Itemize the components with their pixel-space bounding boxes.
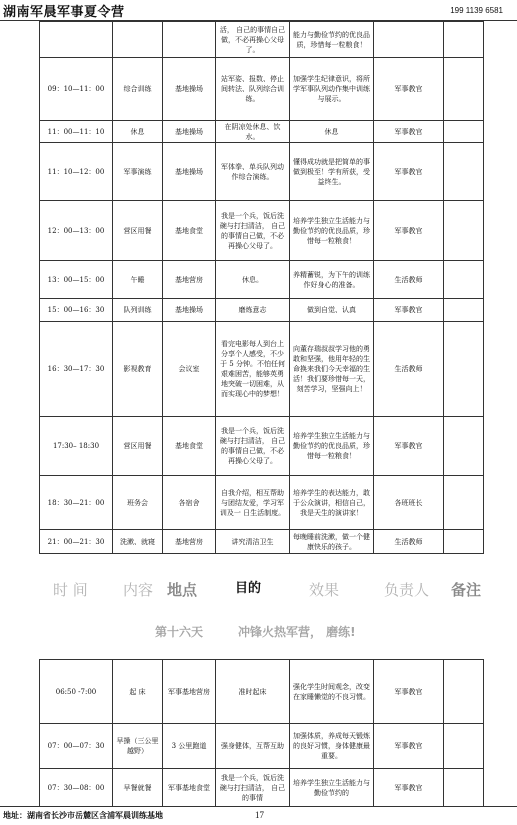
cell-time: 21：00—21：30 [40,530,113,554]
column-header-person: 负责人 [384,581,430,599]
cell-effect: 加强学生纪律意识，将所学军事队列动作集中训练与展示。 [290,58,374,121]
contact-phone: 199 1139 6581 [450,6,503,15]
cell-effect: 休息 [290,121,374,143]
cell-person: 军事教官 [374,201,444,261]
cell-item: 队列训练 [113,299,163,322]
cell-item: 休息 [113,121,163,143]
cell-effect: 强化学生时间观念，改变在家睡懒觉的不良习惯。 [290,660,374,724]
table-row [40,660,484,724]
cell-time: 18：30—21：00 [40,476,113,530]
cell-effect: 培养学生独立生活能力与勤俭节约的优良品质，珍惜每一粒粮食！ [290,201,374,261]
cell-activity: 休息。 [216,261,290,299]
footer-divider [0,806,517,807]
cell-item: 营区用餐 [113,417,163,476]
cell-activity: 站军姿、报数、停止间转法、队列综合训练。 [216,58,290,121]
cell-person: 各班班长 [374,476,444,530]
cell-activity: 活， 自己的事情自己做，不必再操心父母了。 [216,22,290,58]
cell-place: 军事基地营房 [163,660,216,724]
cell-place: 基地营房 [163,530,216,554]
cell-activity: 讲究清洁卫生 [216,530,290,554]
cell-place: 基地食堂 [163,201,216,261]
cell-place: 基地操场 [163,121,216,143]
cell-person: 军事教官 [374,58,444,121]
table-row [40,476,484,530]
table-row [40,530,484,554]
column-header-goal: 目的 [235,581,262,596]
table-row [40,143,484,201]
cell-item: 军事演练 [113,143,163,201]
cell-activity: 我是一个兵，饭后洗碗与打扫清洁， 自己的事情自己做，不必再操心父母了。 [216,417,290,476]
cell-note [444,724,484,769]
cell-item: 早操（三公里越野） [113,724,163,769]
cell-item: 营区用餐 [113,201,163,261]
cell-effect: 养精蓄锐，为下午的训练作好身心的准备。 [290,261,374,299]
table-row [40,58,484,121]
cell-item: 洗漱、就寝 [113,530,163,554]
cell-note [444,201,484,261]
cell-effect: 懂得成功就是把简单的事做到极至！学有所获，受益终生。 [290,143,374,201]
cell-note [444,58,484,121]
cell-time: 16：30—17：30 [40,322,113,417]
table-row [40,724,484,769]
cell-time [40,22,113,58]
column-header-effect: 效果 [309,581,340,599]
cell-item: 早餐就餐 [113,769,163,807]
cell-person: 军事教官 [374,299,444,322]
cell-activity: 我是一个兵，饭后洗碗与打扫清洁， 自己的事情自己做，不必再操心父母了。 [216,201,290,261]
cell-time: 11：10—12：00 [40,143,113,201]
cell-note [444,22,484,58]
cell-note [444,530,484,554]
cell-person: 生活教师 [374,530,444,554]
cell-time: 11：00—11：10 [40,121,113,143]
cell-effect: 培养学生独立生活能力与勤俭节约的优良品质，珍惜每一粒粮食！ [290,417,374,476]
cell-activity: 看完电影每人到台上分享个人感受，不少于 5 分钟。不怕任何艰难困苦，能够英勇地突破一切困难，从而实现心中的梦想！ [216,322,290,417]
cell-note [444,769,484,807]
cell-activity: 自我介绍，相互帮助与团结友爱，学习军训及一 日生活制度。 [216,476,290,530]
cell-person: 生活教师 [374,322,444,417]
cell-activity: 准时起床 [216,660,290,724]
column-headers [39,574,517,602]
cell-person: 军事教官 [374,417,444,476]
cell-note [444,261,484,299]
cell-effect: 培养学生的表达能力，敢于公众演讲，相信自己，我是天生的演讲家！ [290,476,374,530]
cell-activity: 磨炼意志 [216,299,290,322]
schedule-table-day15 [39,21,484,554]
cell-place: 基地营房 [163,261,216,299]
cell-person: 生活教师 [374,261,444,299]
column-header-time: 时 间 [53,581,88,599]
day-number: 第十六天 [155,625,204,639]
page-footer [0,806,517,825]
cell-effect: 能力与勤俭节约的优良品质，珍惜每一粒粮食！ [290,22,374,58]
cell-note [444,121,484,143]
cell-time: 12：00—13：00 [40,201,113,261]
cell-effect: 向董存瑞叔叔学习他的勇敢和坚强，他用年轻的生命换来我们今天幸福的生活！我们要珍惜每一天，刻苦学习，坚强向上！ [290,322,374,417]
cell-place: 各宿舍 [163,476,216,530]
cell-note [444,660,484,724]
cell-activity: 强身健体，互帮互助 [216,724,290,769]
cell-effect: 做到自觉、认真 [290,299,374,322]
page-header [0,0,517,22]
cell-item: 综合训练 [113,58,163,121]
cell-activity: 在阴凉处休息、饮水。 [216,121,290,143]
table-row [40,417,484,476]
table-row [40,201,484,261]
cell-item: 起 床 [113,660,163,724]
column-header-item: 内容 [123,581,154,599]
schedule-table-day16 [39,659,484,807]
cell-place: 军事基地食堂 [163,769,216,807]
cell-effect: 加强体质，养成每天锻炼的良好习惯，身体健康最重要。 [290,724,374,769]
cell-person: 军事教官 [374,143,444,201]
day-theme: 冲锋火热军营， 磨练! [238,625,356,639]
cell-activity: 我是一个兵，饭后洗碗与打扫清洁， 自己的事情 [216,769,290,807]
cell-time: 07：00—07：30 [40,724,113,769]
cell-time: 17:30– 18:30 [40,417,113,476]
cell-person [374,22,444,58]
cell-note [444,143,484,201]
page-number: 17 [255,810,264,820]
cell-place: 基地操场 [163,58,216,121]
table-row [40,261,484,299]
cell-place: 基地操场 [163,299,216,322]
footer-address: 地址：湖南省长沙市岳麓区含浦军晨训练基地 [3,811,163,820]
cell-note [444,322,484,417]
cell-note [444,476,484,530]
cell-time: 06:50 -7:00 [40,660,113,724]
cell-person: 军事教官 [374,660,444,724]
table-row [40,121,484,143]
table-row [40,22,484,58]
cell-time: 07：30—08：00 [40,769,113,807]
table-row [40,322,484,417]
brand-title: 湖南军晨军事夏令营 [3,5,125,20]
cell-time: 09：10—11：00 [40,58,113,121]
cell-place [163,22,216,58]
cell-item: 午睡 [113,261,163,299]
table-row [40,299,484,322]
cell-place: 基地操场 [163,143,216,201]
cell-place: 基地食堂 [163,417,216,476]
cell-note [444,417,484,476]
column-header-place: 地点 [167,581,198,599]
cell-person: 军事教官 [374,769,444,807]
cell-item [113,22,163,58]
cell-person: 军事教官 [374,121,444,143]
day-title [0,621,517,641]
cell-time: 13：00—15：00 [40,261,113,299]
column-header-note: 备注 [451,581,482,599]
cell-place: 会议室 [163,322,216,417]
cell-place: 3 公里跑道 [163,724,216,769]
cell-item: 影视教育 [113,322,163,417]
cell-effect: 每晚睡前洗漱，做一个健康快乐的孩子。 [290,530,374,554]
cell-time: 15：00—16：30 [40,299,113,322]
cell-effect: 培养学生独立生活能力与勤俭节约的 [290,769,374,807]
cell-note [444,299,484,322]
table-row [40,769,484,807]
cell-item: 班务会 [113,476,163,530]
cell-person: 军事教官 [374,724,444,769]
cell-activity: 军体拳、单兵队列动作综合演练。 [216,143,290,201]
